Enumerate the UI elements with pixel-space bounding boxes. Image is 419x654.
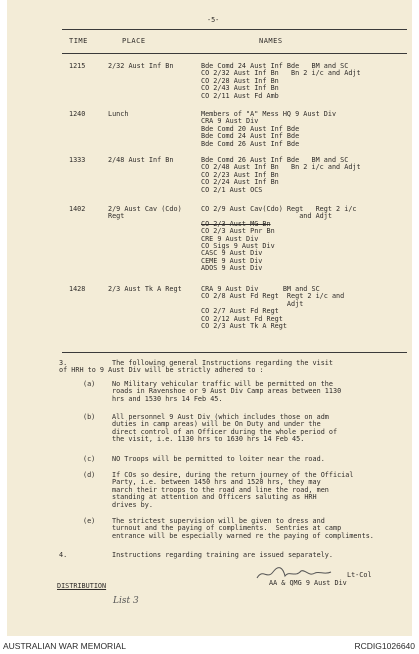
name-line: CRE 9 Aust Div	[201, 234, 259, 243]
name-line: and Adjt	[201, 212, 332, 221]
instruction-item	[112, 472, 353, 509]
section-number: 4.	[59, 551, 68, 559]
name-line: CO 2/12 Aust Fd Regt	[201, 314, 283, 323]
name-line: CO 2/48 Aust Inf Bn Bn 2 i/c and Adjt	[201, 163, 361, 172]
item-line: The strictest supervision will be given to dress and	[112, 517, 325, 525]
signature-rank: Lt-Col	[347, 571, 372, 579]
item-label: (a)	[83, 380, 96, 388]
item-label: (b)	[83, 413, 96, 421]
name-line-struck: CO 2/3 Aust MG Bn	[201, 219, 271, 228]
name-line: CRA 9 Aust Div BM and SC	[201, 285, 320, 293]
item-line: entrance will be especially warned re the paying of compliments.	[112, 531, 374, 540]
name-line: CO 2/32 Aust Inf Bn Bn 2 i/c and Adjt	[201, 69, 361, 78]
name-line: CO 2/43 Aust Inf Bn	[201, 84, 279, 93]
item-line: roads in Ravenshoe or 9 Aust Div Camp areas between 1130	[112, 387, 342, 396]
name-line: CEME 9 Aust Div	[201, 256, 263, 265]
item-line: direct control of an Officer during the whole period of	[112, 427, 338, 436]
instruction-item	[112, 381, 341, 403]
entry-names	[201, 206, 357, 273]
header-rule-top	[62, 29, 407, 30]
page-number: -5-	[207, 16, 220, 24]
section-number: 3.	[59, 359, 68, 367]
item-line: hrs and 1530 hrs 14 Feb 45.	[112, 394, 223, 403]
entry-names	[201, 286, 344, 330]
entry-place: 2/9 Aust Cav (Cdo) Regt	[108, 205, 182, 221]
entry-time: 1428	[69, 285, 86, 293]
entry-time: 1240	[69, 110, 86, 118]
name-line: CO 2/28 Aust Inf Bn	[201, 76, 279, 85]
item-line: Party, i.e. between 1450 hrs and 1520 hrs, they may	[112, 478, 321, 487]
name-line: CO 2/9 Aust Cav(Cdo) Regt Regt 2 i/c	[201, 205, 357, 213]
name-line: Adjt	[201, 299, 304, 308]
item-line: the visit, i.e. 1130 hrs to 1630 hrs 14 Feb 45.	[112, 435, 305, 444]
item-line: duties in camp areas) will be On Duty and under the	[112, 420, 321, 429]
column-header-time: TIME	[69, 37, 88, 45]
name-line: Members of "A" Mess HQ 9 Aust Div	[201, 110, 337, 118]
section-text: Instructions regarding training are issued separately.	[112, 551, 333, 559]
entry-time: 1215	[69, 62, 86, 70]
name-line: Bde Comd 26 Aust Inf Bde BM and SC	[201, 156, 349, 164]
name-line: CO 2/23 Aust Inf Bn	[201, 170, 279, 179]
entry-names	[201, 111, 336, 148]
name-line: CO 2/7 Aust Fd Regt	[201, 307, 279, 316]
item-line: No Military vehicular traffic will be permitted on the	[112, 380, 333, 388]
header-rule-bottom	[62, 53, 407, 54]
distribution-label: DISTRIBUTION	[57, 582, 107, 590]
name-line: Bde Comd 26 Aust Inf Bde	[201, 139, 300, 148]
column-header-place: PLACE	[122, 37, 146, 45]
footer-source: AUSTRALIAN WAR MEMORIAL	[3, 641, 126, 651]
intro-line: of HRH to 9 Aust Div will be strictly adhered to :	[59, 366, 264, 375]
name-line: Bde Comd 24 Aust Inf Bde BM and SC	[201, 62, 349, 70]
name-line: Bde Comd 20 Aust Inf Bde	[201, 124, 300, 133]
footer-id: RCDIG1026640	[354, 641, 415, 651]
item-line: If COs so desire, during the return journey of the Official	[112, 471, 354, 479]
item-line: standing at attention and Officers saluting as HRH	[112, 493, 317, 502]
document-page	[7, 0, 412, 636]
entry-place: Lunch	[108, 110, 129, 118]
item-label: (e)	[83, 517, 96, 525]
entry-place: 2/3 Aust Tk A Regt	[108, 285, 182, 293]
item-label: (c)	[83, 455, 96, 463]
column-header-names: NAMES	[259, 37, 283, 45]
name-line: ADOS 9 Aust Div	[201, 264, 263, 273]
instruction-item	[112, 518, 374, 540]
entry-place: 2/48 Aust Inf Bn	[108, 156, 174, 164]
section-intro	[59, 359, 333, 375]
entry-names	[201, 63, 361, 100]
instruction-item	[112, 414, 337, 444]
name-line: CO Sigs 9 Aust Div	[201, 242, 275, 251]
archive-footer	[0, 636, 419, 654]
signature-title: AA & QMG 9 Aust Div	[269, 579, 347, 587]
intro-line: The following general Instructions regarding the visit	[112, 359, 333, 367]
name-line: CO 2/1 Aust OCS	[201, 185, 263, 194]
table-end-rule	[62, 352, 407, 353]
entry-time: 1402	[69, 205, 86, 213]
entry-place: 2/32 Aust Inf Bn	[108, 62, 174, 70]
name-line: CASC 9 Aust Div	[201, 249, 263, 258]
name-line: CO 2/8 Aust Fd Regt Regt 2 i/c and	[201, 292, 345, 301]
name-line: CO 2/3 Aust Tk A Regt	[201, 322, 287, 331]
item-line: drives by.	[112, 500, 153, 509]
item-line: march their troops to the road and line the road, men	[112, 485, 329, 494]
item-line: NO Troops will be permitted to loiter near the road.	[112, 455, 325, 463]
entry-time: 1333	[69, 156, 86, 164]
item-line: turnout and the paying of compliments. Sentries at camp	[112, 524, 342, 533]
distribution-handwritten-note: List 3	[113, 596, 139, 606]
entry-names	[201, 157, 361, 194]
item-line: All personnel 9 Aust Div (which includes those on adm	[112, 413, 329, 421]
name-line: CO 2/11 Aust Fd Amb	[201, 91, 279, 100]
name-line: CO 2/3 Aust Pnr Bn	[201, 227, 275, 236]
item-label: (d)	[83, 471, 96, 479]
name-line: Bde Comd 24 Aust Inf Bde	[201, 132, 300, 141]
name-line: CRA 9 Aust Div	[201, 117, 259, 126]
name-line: CO 2/24 Aust Inf Bn	[201, 178, 279, 187]
